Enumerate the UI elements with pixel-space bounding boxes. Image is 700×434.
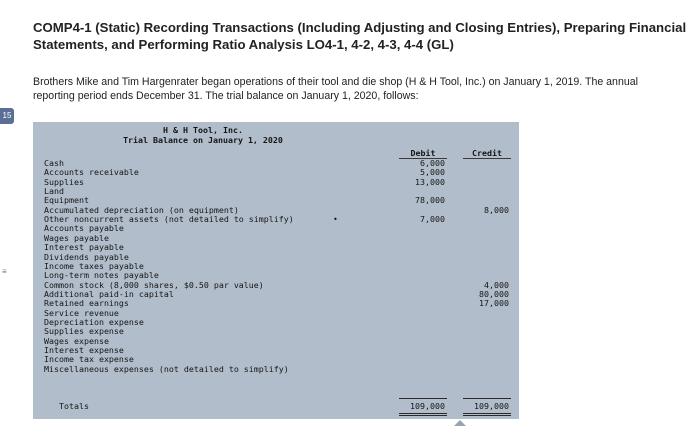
table-row <box>33 271 519 280</box>
account-name: Accounts receivable <box>44 167 139 178</box>
account-name: Other noncurrent assets (not detailed to simplify) <box>44 214 294 225</box>
debit-amount: 13,000 <box>415 176 445 187</box>
trial-balance-panel <box>33 122 519 419</box>
table-row <box>33 178 519 187</box>
account-name: Service revenue <box>44 307 119 318</box>
credit-amount: 8,000 <box>484 204 509 215</box>
account-name: Retained earnings <box>44 298 129 309</box>
page-tab[interactable]: 15 <box>0 108 14 124</box>
problem-title: COMP4-1 (Static) Recording Transactions (Including Adjusting and Closing Entries), Preparing Financial Statements, and Performing Ratio Analysis LO4-1, 4-2, 4-3, 4-4 (GL) <box>33 20 687 52</box>
account-name: Equipment <box>44 195 89 206</box>
credit-sum-rule <box>463 398 511 399</box>
account-name: Accumulated depreciation (on equipment) <box>44 204 239 215</box>
problem-intro: Brothers Mike and Tim Hargenrater began operations of their tool and die shop (H & H Tool, Inc.) on January 1, 2019. The annual reporting period ends December 31. The trial balance on January 1, 2020, follows: <box>33 76 638 102</box>
edge-marker: ≡ <box>2 267 7 276</box>
credit-amount: 4,000 <box>484 279 509 290</box>
account-name: Income taxes payable <box>44 260 144 271</box>
account-name: Depreciation expense <box>44 316 144 327</box>
table-row <box>33 355 519 364</box>
account-name: Interest payable <box>44 242 124 253</box>
totals-debit: 109,000 <box>410 401 445 411</box>
trial-balance-subtitle: Trial Balance on January 1, 2020 <box>123 135 283 145</box>
account-name: Additional paid-in capital <box>44 288 174 299</box>
debit-amount: 5,000 <box>420 167 445 178</box>
debit-sum-rule <box>399 398 447 399</box>
credit-double-rule-1 <box>463 413 511 414</box>
table-row <box>33 365 519 374</box>
credit-header: Credit <box>472 148 502 158</box>
company-name: H & H Tool, Inc. <box>163 125 243 135</box>
debit-amount: 7,000 <box>420 214 445 225</box>
caret-marker-icon <box>454 420 466 426</box>
account-name: Land <box>44 186 64 197</box>
credit-amount: 80,000 <box>479 288 509 299</box>
account-name: Dividends payable <box>44 251 129 262</box>
credit-amount: 17,000 <box>479 298 509 309</box>
bullet-marker-icon: • <box>333 215 338 225</box>
totals-row <box>33 402 519 411</box>
account-name: Wages expense <box>44 335 109 346</box>
account-name: Supplies <box>44 176 84 187</box>
account-name: Miscellaneous expenses (not detailed to simplify) <box>44 363 289 374</box>
debit-amount: 6,000 <box>420 158 445 168</box>
table-row <box>33 327 519 336</box>
account-name: Income tax expense <box>44 354 134 365</box>
debit-double-rule-2 <box>399 415 447 416</box>
totals-credit: 109,000 <box>474 401 509 411</box>
table-row <box>33 187 519 196</box>
table-row <box>33 168 519 177</box>
debit-header: Debit <box>410 148 436 158</box>
account-name: Wages payable <box>44 232 109 243</box>
account-name: Cash <box>44 158 64 168</box>
account-name: Common stock (8,000 shares, $0.50 par value) <box>44 279 264 290</box>
account-name: Accounts payable <box>44 223 124 234</box>
account-name: Long-term notes payable <box>44 270 159 281</box>
debit-amount: 78,000 <box>415 195 445 206</box>
debit-double-rule-1 <box>399 413 447 414</box>
table-row <box>33 243 519 252</box>
credit-double-rule-2 <box>463 415 511 416</box>
table-row <box>33 299 519 308</box>
totals-label: Totals <box>59 401 89 411</box>
account-name: Supplies expense <box>44 326 124 337</box>
account-name: Interest expense <box>44 345 124 355</box>
